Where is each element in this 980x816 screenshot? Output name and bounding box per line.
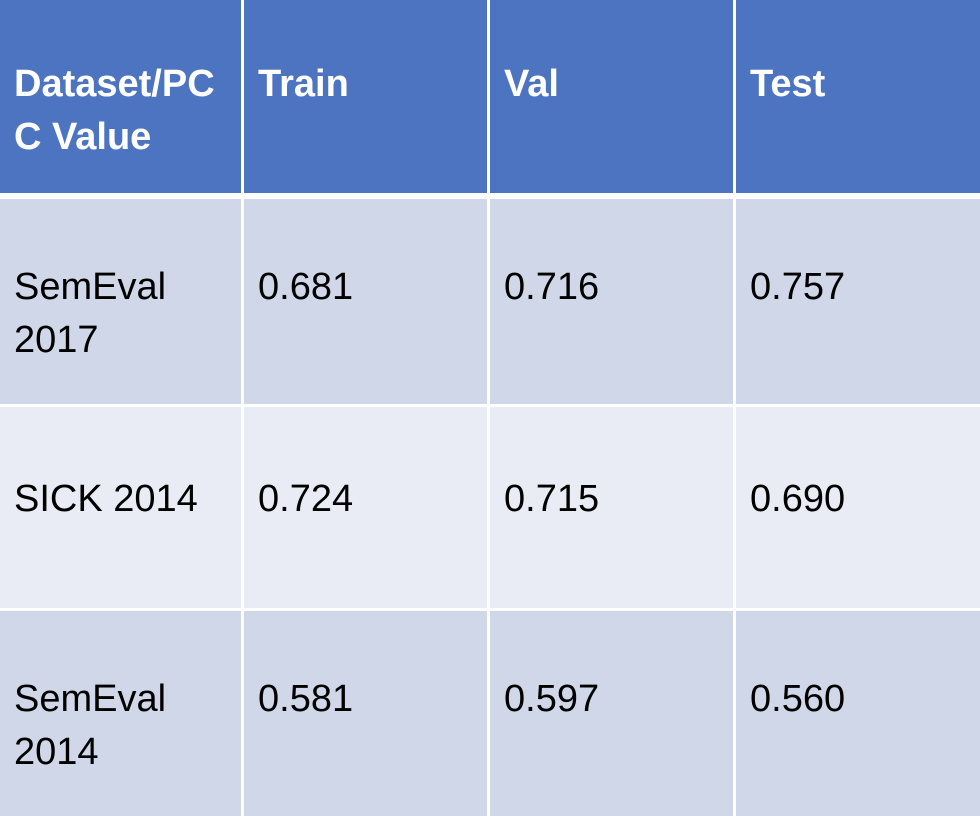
header-cell-dataset: Dataset/PC C Value — [0, 0, 241, 199]
table-cell-val: 0.715 — [487, 404, 733, 608]
table-cell-val: 0.597 — [487, 608, 733, 816]
header-cell-test: Test — [733, 0, 980, 199]
table-cell-train: 0.724 — [241, 404, 487, 608]
header-cell-train: Train — [241, 0, 487, 199]
table-cell-dataset: SemEval 2014 — [0, 608, 241, 816]
table-cell-train: 0.581 — [241, 608, 487, 816]
table-cell-train: 0.681 — [241, 199, 487, 404]
table-cell-dataset: SemEval 2017 — [0, 199, 241, 404]
table-cell-dataset: SICK 2014 — [0, 404, 241, 608]
table-cell-test: 0.690 — [733, 404, 980, 608]
table-cell-test: 0.560 — [733, 608, 980, 816]
table-cell-test: 0.757 — [733, 199, 980, 404]
header-cell-val: Val — [487, 0, 733, 199]
table-cell-val: 0.716 — [487, 199, 733, 404]
